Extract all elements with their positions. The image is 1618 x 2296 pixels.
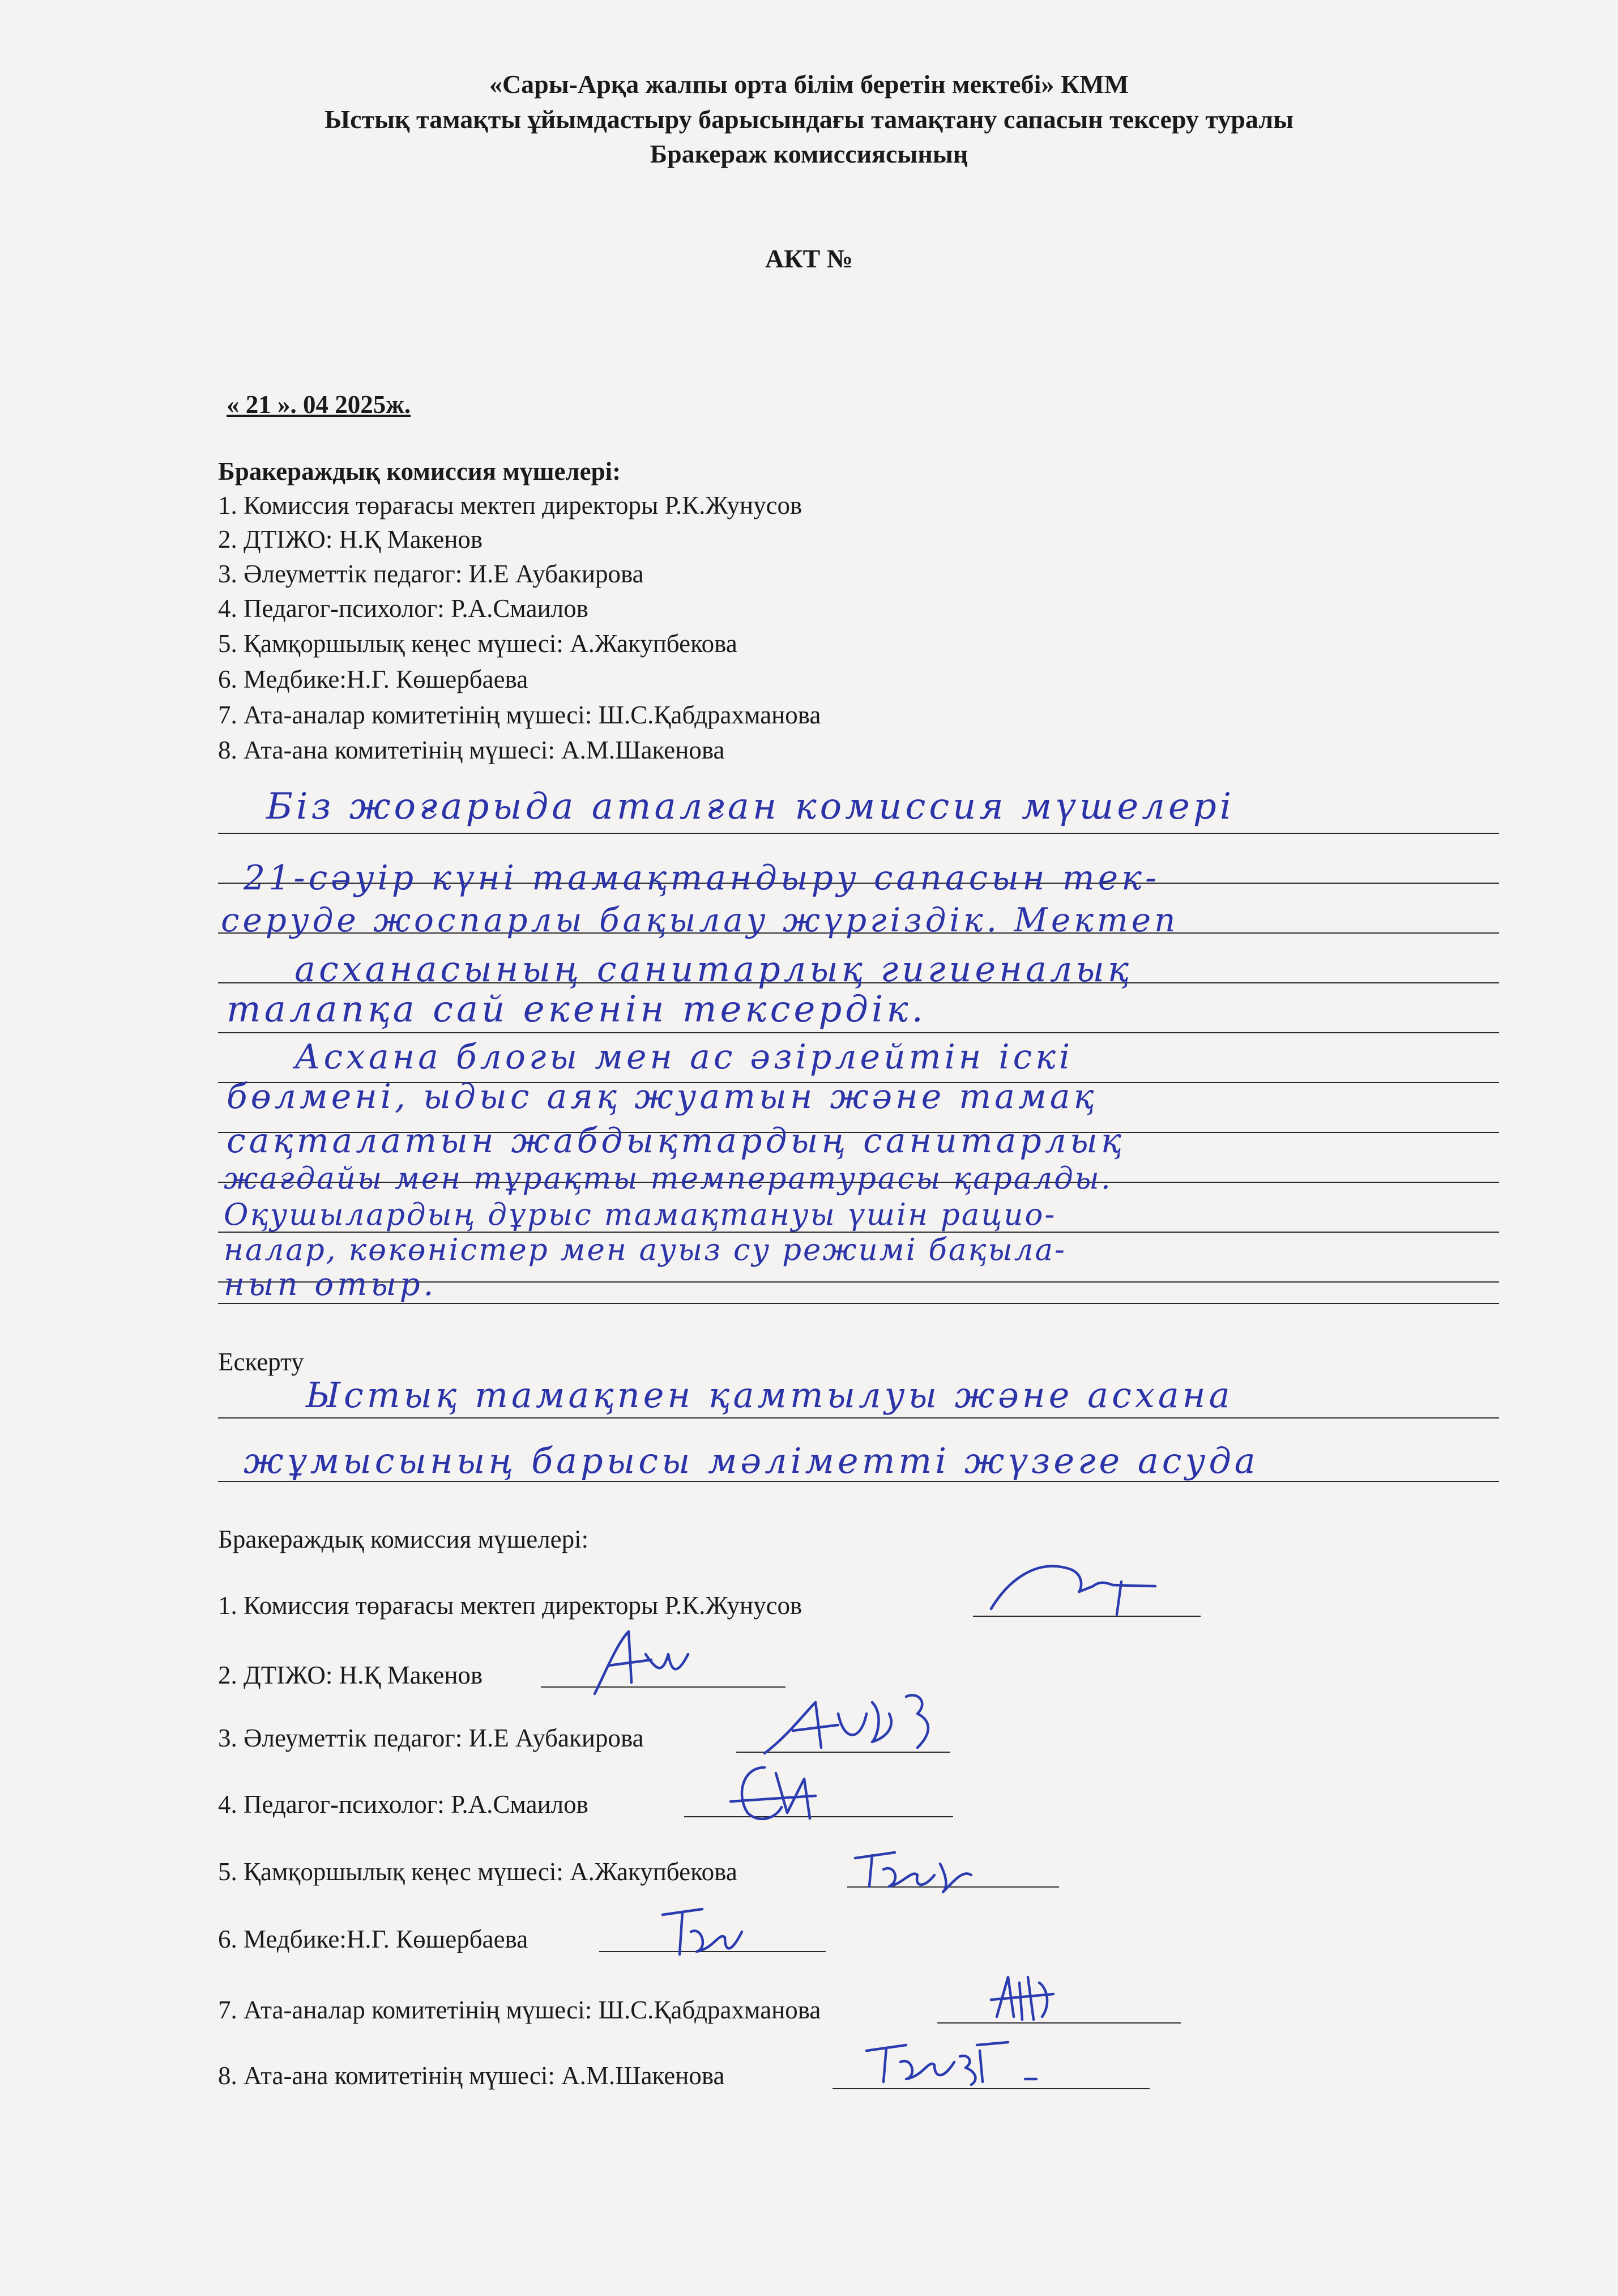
signatory-item: 2. ДТІЖО: Н.Қ Макенов: [218, 1661, 483, 1689]
signatory-item: 3. Әлеуметтік педагог: И.Е Аубакирова: [218, 1724, 644, 1752]
handwritten-note-line: Ыстық тамақпен қамтылуы және асхана: [306, 1374, 1233, 1416]
member-item: 1. Комиссия төрағасы мектеп директоры Р.К.Жунусов: [218, 491, 802, 519]
ruled-line: [218, 1032, 1499, 1033]
handwritten-line: Біз жоғарыда аталған комиссия мүшелері: [266, 786, 1235, 828]
signature-image: [719, 1750, 833, 1830]
handwritten-line: нып отыр.: [224, 1266, 437, 1303]
signatures-heading: Бракераждық комиссия мүшелері:: [218, 1525, 589, 1553]
signatory-item: 1. Комиссия төрағасы мектеп директоры Р.К.Жунусов: [218, 1591, 802, 1620]
school-name: «Сары-Арқа жалпы орта білім беретін мектебі» КММ: [489, 70, 1129, 99]
signature-image: [861, 2028, 1053, 2090]
member-item: 5. Қамқоршылық кеңес мүшесі: А.Жакупбекова: [218, 629, 737, 658]
commission-title: Бракераж комиссиясының: [650, 139, 968, 168]
ruled-line: [218, 1303, 1499, 1304]
signature-image: [651, 1898, 753, 1966]
handwritten-note-line: жұмысының барысы мәліметті жүзеге асуда: [244, 1440, 1259, 1481]
handwritten-line: бөлмені, ыдыс аяқ жуатын және тамақ: [227, 1077, 1098, 1117]
handwritten-line: налар, көкөністер мен ауыз су режимі бақыла-: [224, 1233, 1066, 1267]
handwritten-line: Асхана блогы мен ас әзірлейтін іскі: [294, 1037, 1074, 1077]
member-item: 7. Ата-аналар комитетінің мүшесі: Ш.С.Қабдрахманова: [218, 701, 821, 729]
act-title: АКТ №: [765, 244, 853, 273]
ruled-line: [218, 833, 1499, 834]
signatory-item: 4. Педагог-психолог: Р.А.Смаилов: [218, 1790, 588, 1818]
signatory-item: 7. Ата-аналар комитетінің мүшесі: Ш.С.Қабдрахманова: [218, 1996, 821, 2024]
member-item: 2. ДТІЖО: Н.Қ Макенов: [218, 525, 483, 553]
member-item: 3. Әлеуметтік педагог: И.Е Аубакирова: [218, 560, 644, 588]
handwritten-line: жағдайы мен тұрақты температурасы қаралды.: [224, 1161, 1112, 1196]
signature-image: [578, 1620, 714, 1705]
member-item: 6. Медбике:Н.Г. Көшербаева: [218, 665, 528, 693]
note-label: Ескерту: [218, 1348, 304, 1376]
members-heading: Бракераждық комиссия мүшелері:: [218, 457, 621, 485]
signatory-item: 6. Медбике:Н.Г. Көшербаева: [218, 1925, 528, 1953]
signature-image: [980, 1966, 1070, 2028]
signatory-item: 5. Қамқоршылық кеңес мүшесі: А.Жакупбекова: [218, 1858, 737, 1886]
handwritten-line: Оқушылардың дұрыс тамақтануы үшін рацио-: [224, 1198, 1057, 1232]
signature-image: [849, 1841, 991, 1898]
ruled-line: [218, 1417, 1499, 1419]
signature-image: [985, 1547, 1172, 1620]
handwritten-line: асханасының санитарлық гигиеналық: [294, 948, 1133, 990]
handwritten-line: сақталатын жабдықтардың санитарлық: [227, 1121, 1125, 1161]
handwritten-line: 21-сәуір күні тамақтандыру сапасын тек-: [244, 858, 1160, 898]
handwritten-line: серуде жоспарлы бақылау жүргіздік. Мектеп: [221, 901, 1179, 939]
signatory-item: 8. Ата-ана комитетінің мүшесі: А.М.Шакенова: [218, 2061, 725, 2090]
act-date: « 21 ». 04 2025ж.: [227, 390, 411, 419]
handwritten-line: талапқа сай екенін тексердік.: [227, 989, 927, 1030]
member-item: 4. Педагог-психолог: Р.А.Смаилов: [218, 594, 588, 623]
document-subject: Ыстық тамақты ұйымдастыру барысындағы тамақтану сапасын тексеру туралы: [324, 105, 1294, 134]
member-item: 8. Ата-ана комитетінің мүшесі: А.М.Шакенова: [218, 736, 725, 764]
